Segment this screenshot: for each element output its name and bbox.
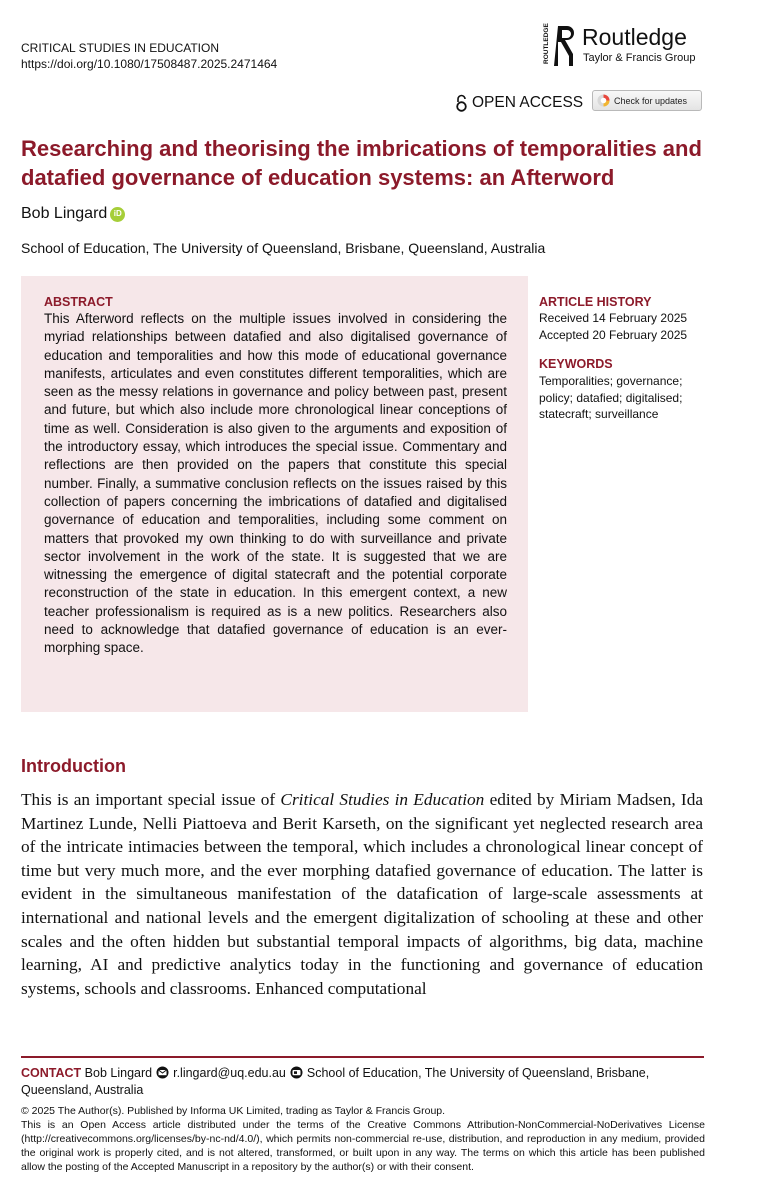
abstract-text: This Afterword reflects on the multiple issues involved in considering the myriad relationships between datafied and also digitalised governance of education and temporalities and how this mode of educational governance manifests, articulates and even constitutes different temporalities, which are seen as the messy relations in governance and policy between past, present and future, but which also include more chronological linear conceptions of time as well. Consideration is also given to the arguments and exposition of the introductory essay, which introduces the special issue. Commentary and reflections are then provided on the papers that constitute this special number. Finally, a summative conclusion reflects on the issues raised by this collection of papers concerning the imbrications of datafied and digitalised governance of education and temporalities, including some comment on matters that provoked my own thinking to do with surveillance and private sector involvement in the work of the state. It is suggested that we are witnessing the emergence of digital statecraft and the potential corporate reconstruction of the state in education. In this emergent context, a new teacher professionalism is required as is a new politics. Researchers also need to acknowledge that datafied governance of education is an ever-morphing space. (44, 311, 507, 656)
journal-name: CRITICAL STUDIES IN EDUCATION (21, 41, 220, 55)
accepted-date: Accepted 20 February 2025 (539, 327, 688, 342)
author-line (21, 203, 125, 225)
contact-email[interactable]: r.lingard@uq.edu.au (173, 1066, 286, 1080)
journal-title-italic: Critical Studies in Education (280, 790, 485, 809)
footer-divider (21, 1056, 704, 1058)
publisher-vertical: ROUTLEDGE (543, 23, 550, 64)
copyright-block (21, 1104, 705, 1174)
contact-line (21, 1065, 711, 1098)
author-name[interactable]: Bob Lingard (21, 205, 108, 222)
address-icon (289, 1066, 304, 1079)
abstract-heading: ABSTRACT (44, 295, 113, 309)
routledge-logo[interactable] (545, 22, 715, 70)
journal-header (21, 40, 277, 72)
author-affiliation: School of Education, The University of Queensland, Brisbane, Queensland, Australia (21, 240, 546, 256)
open-access-badge (455, 93, 583, 113)
doi-link[interactable]: https://doi.org/10.1080/17508487.2025.2471464 (21, 57, 278, 71)
article-history-heading: ARTICLE HISTORY (539, 295, 652, 309)
article-history (539, 310, 687, 343)
section-heading-introduction: Introduction (21, 756, 126, 776)
article-title: Researching and theorising the imbrications of temporalities and datafied governance of education systems: an Afterword (21, 136, 702, 190)
contact-name: Bob Lingard (84, 1066, 153, 1080)
open-access-label: OPEN ACCESS (472, 94, 584, 111)
open-lock-icon (455, 94, 468, 112)
keywords-list: Temporalities; governance; policy; datafied; digitalised; statecraft; surveillance (539, 374, 683, 421)
intro-text-1: This is an important special issue of (21, 790, 281, 809)
publisher-group: Taylor & Francis Group (583, 52, 696, 64)
introduction-paragraph (21, 788, 703, 1000)
intro-text-2: edited by Miriam Madsen, Ida Martinez Lunde, Nelli Piattoeva and Berit Karseth, on the significant yet neglected research area of the intricate intimacies between the temporal, which includes a chronological linear concept of time but very much more, and the ever morphing datafied governance of education. The latter is evident in the simultaneous manifestation of the datafication of large-scale assessments at international and national levels and the emergent digitalization of schooling at these and other scales and the often hidden but substantial temporal impacts of algorithms, big data, machine learning, AI and predictive analytics today in the functioning and governance of education systems, schools and classrooms. Enhanced computational (21, 790, 703, 998)
check-updates-icon (597, 94, 610, 107)
check-updates-label: Check for updates (614, 95, 688, 106)
copyright-notice: © 2025 The Author(s). Published by Informa UK Limited, trading as Taylor & Francis Group. (21, 1105, 446, 1117)
contact-address: School of Education, The University of Queensland, Brisbane, Queensland, Australia (21, 1066, 650, 1097)
license-notice: This is an Open Access article distributed under the terms of the Creative Commons Attribution-NonCommercial-NoDerivatives License (http://creativecommons.org/licenses/by-nc-nd/4.0/), which permits non-commercial re-use, distribution, and reproduction in any medium, provided the original work is properly cited, and is not altered, transformed, or built upon in any way. The terms on which this article has been published allow the posting of the Accepted Manuscript in a repository by the author(s) or with their consent. (21, 1119, 705, 1174)
check-for-updates-button[interactable] (592, 90, 702, 111)
received-date: Received 14 February 2025 (539, 311, 688, 325)
orcid-icon[interactable]: iD (110, 207, 125, 222)
contact-label: CONTACT (21, 1066, 82, 1080)
email-icon (155, 1066, 170, 1079)
publisher-name: Routledge (582, 24, 687, 50)
routledge-logo-icon (545, 24, 575, 68)
keywords-heading: KEYWORDS (539, 357, 613, 371)
